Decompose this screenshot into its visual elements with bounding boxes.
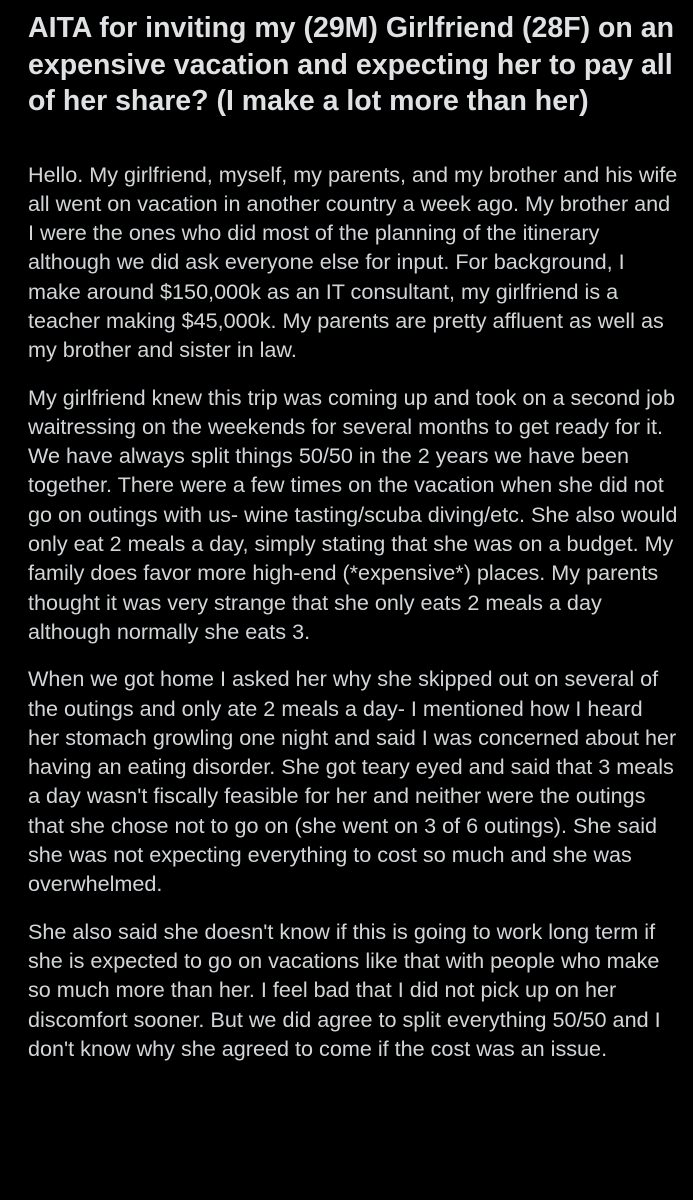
post-title: AITA for inviting my (29M) Girlfriend (28F) on an expensive vacation and expecting her to pay all of her share? (I make a lot more than her) xyxy=(28,12,675,117)
post-paragraph: When we got home I asked her why she skipped out on several of the outings and only ate 2 meals a day- I mentioned how I heard her stomach growling one night and said I was concerned about her having an eating disorder. She got teary eyed and said that 3 meals a day wasn't fiscally feasible for her and neither were the outings that she chose not to go on (she went on 3 of 6 outings). She said she was not expecting everything to cost so much and she was overwhelmed. xyxy=(28,666,677,897)
post-body xyxy=(28,160,678,1064)
post xyxy=(28,10,678,1081)
post-paragraph: She also said she doesn't know if this is going to work long term if she is expected to go on vacations like that with people who make so much more than her. I feel bad that I did not pick up on her discomfort sooner. But we did agree to split everything 50/50 and I don't know why she agreed to come if the cost was an issue. xyxy=(28,918,661,1061)
post-paragraph: Hello. My girlfriend, myself, my parents, and my brother and his wife all went on vacation in another country a week ago. My brother and I were the ones who did most of the planning of the itinerary although we did ask everyone else for input. For background, I make around $150,000k as an IT consultant, my girlfriend is a teacher making $45,000k. My parents are pretty affluent as well as my brother and sister in law. xyxy=(28,161,678,363)
post-paragraph: My girlfriend knew this trip was coming up and took on a second job waitressing on the weekends for several months to get ready for it. We have always split things 50/50 in the 2 years we have been together. There were a few times on the vacation when she did not go on outings with us- wine tasting/scuba diving/etc. She also would only eat 2 meals a day, simply stating that she was on a budget. My family does favor more high-end (*expensive*) places. My parents thought it was very strange that she only eats 2 meals a day although normally she eats 3. xyxy=(28,384,678,644)
